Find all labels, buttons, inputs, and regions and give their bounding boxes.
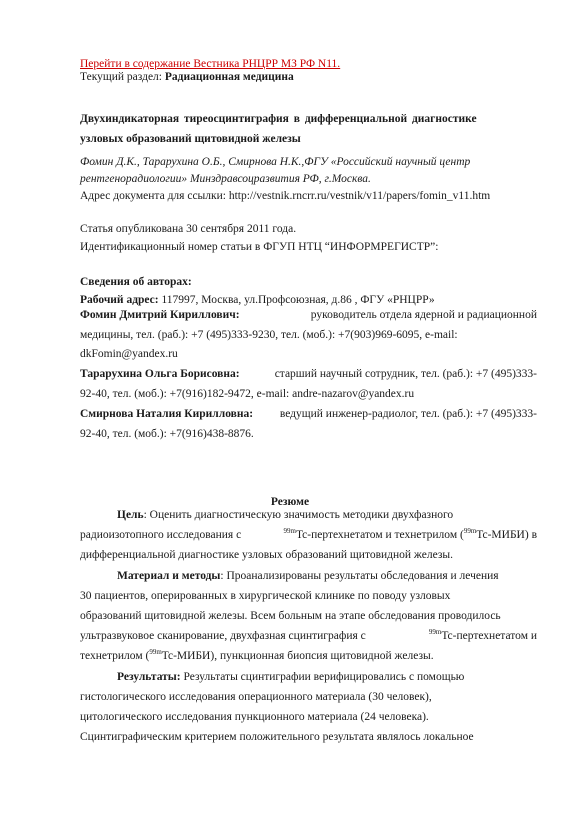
aim-label: Цель: [117, 509, 144, 521]
authors-line1: Фомин Д.К., Тарарухина О.Б., Смирнова Н.К.,ФГУ «Российский научный центр: [80, 156, 471, 168]
author2-line2: 92-40, тел. (моб.): +7(916)182-9472, e-mail: andre-nazarov@yandex.ru: [80, 388, 415, 400]
article-title-line1: Двухиндикаторная тиреосцинтиграфия в дифференциальной диагностике: [80, 113, 477, 125]
work-address: [80, 293, 435, 307]
author1-name: Фомин Дмитрий Кириллович:: [80, 309, 240, 321]
methods-line3: образований щитовидной железы. Всем больным на этапе обследования проводилось: [80, 610, 501, 622]
methods-line4: ультразвуковое сканирование, двухфазная сцинтиграфия с $^{99m}$Tc-пертехнетатом и: [80, 628, 537, 642]
results-line1: Результаты: Результаты сцинтиграфии верифицировались с помощью: [117, 671, 465, 683]
authors-line2: рентгенорадиологии» Минздравсоцразвития РФ, г.Москва.: [80, 173, 371, 185]
authors-info-heading: Сведения об авторах:: [80, 276, 192, 288]
abstract-heading: Резюме: [270, 496, 310, 508]
section-label: Текущий раздел:: [80, 71, 162, 83]
author1-line2: медицины, тел. (раб.): +7 (495)333-9230, тел. (моб.): +7(903)969-6095, e-mail:: [80, 329, 458, 341]
results-label: Результаты:: [117, 671, 181, 683]
author2-line1: Тарарухина Ольга Борисовна: старший научный сотрудник, тел. (раб.): +7 (495)333-: [80, 368, 537, 380]
article-title-line2: узловых образований щитовидной железы: [80, 133, 301, 145]
aim-line3: дифференциальной диагностике узловых образований щитовидной железы.: [80, 549, 453, 561]
work-address-value: 117997, Москва, ул.Профсоюзная, д.86 , ФГУ «РНЦРР»: [161, 294, 435, 306]
author2-name: Тарарухина Ольга Борисовна:: [80, 368, 240, 380]
toc-link-line[interactable]: [80, 57, 340, 71]
author3-name: Смирнова Наталия Кирилловна:: [80, 408, 254, 420]
results-line4: Сцинтиграфическим критерием положительного результата являлось локальное: [80, 731, 474, 743]
toc-link[interactable]: Перейти в содержание Вестника РНЦРР МЗ РФ N11.: [80, 58, 341, 70]
results-line3: цитологического исследования пункционного материала (24 человека).: [80, 711, 429, 723]
document-address: [80, 189, 490, 203]
address-label: Адрес документа для ссылки:: [80, 190, 226, 202]
author3-line2: 92-40, тел. (моб.): +7(916)438-8876.: [80, 428, 254, 440]
current-section: [80, 70, 294, 84]
address-url: http://vestnik.rncrr.ru/vestnik/v11/papers/fomin_v11.htm: [228, 190, 491, 202]
author1-email: dkFomin@yandex.ru: [80, 348, 178, 360]
author3-line1: Смирнова Наталия Кирилловна: ведущий инженер-радиолог, тел. (раб.): +7 (495)333-: [80, 408, 537, 420]
aim-line2: радиоизотопного исследования с $^{99m}$Tc-пертехнетатом и технетрилом ($^{99m}$Tc-МИБИ) в: [80, 527, 537, 541]
results-line2: гистологического исследования операционного материала (30 человек),: [80, 691, 432, 703]
methods-line1: Материал и методы: Проанализированы результаты обследования и лечения: [117, 570, 499, 582]
registry-id-line: Идентификационный номер статьи в ФГУП НТЦ “ИНФОРМРЕГИСТР”:: [80, 241, 439, 253]
aim-line1: Цель: Оценить диагностическую значимость методики двухфазного: [117, 509, 454, 521]
section-name: Радиационная медицина: [164, 71, 294, 83]
methods-line5: технетрилом ($^{99m}$Tc-МИБИ), пункционная биопсия щитовидной железы.: [80, 648, 434, 662]
author1-line1: Фомин Дмитрий Кириллович: руководитель отдела ядерной и радиационной: [80, 309, 537, 321]
methods-line2: 30 пациентов, оперированных в хирургической клинике по поводу узловых: [80, 590, 451, 602]
methods-label: Материал и методы: [117, 570, 221, 582]
published-date: Статья опубликована 30 сентября 2011 года.: [80, 223, 297, 235]
work-address-label: Рабочий адрес:: [80, 294, 159, 306]
